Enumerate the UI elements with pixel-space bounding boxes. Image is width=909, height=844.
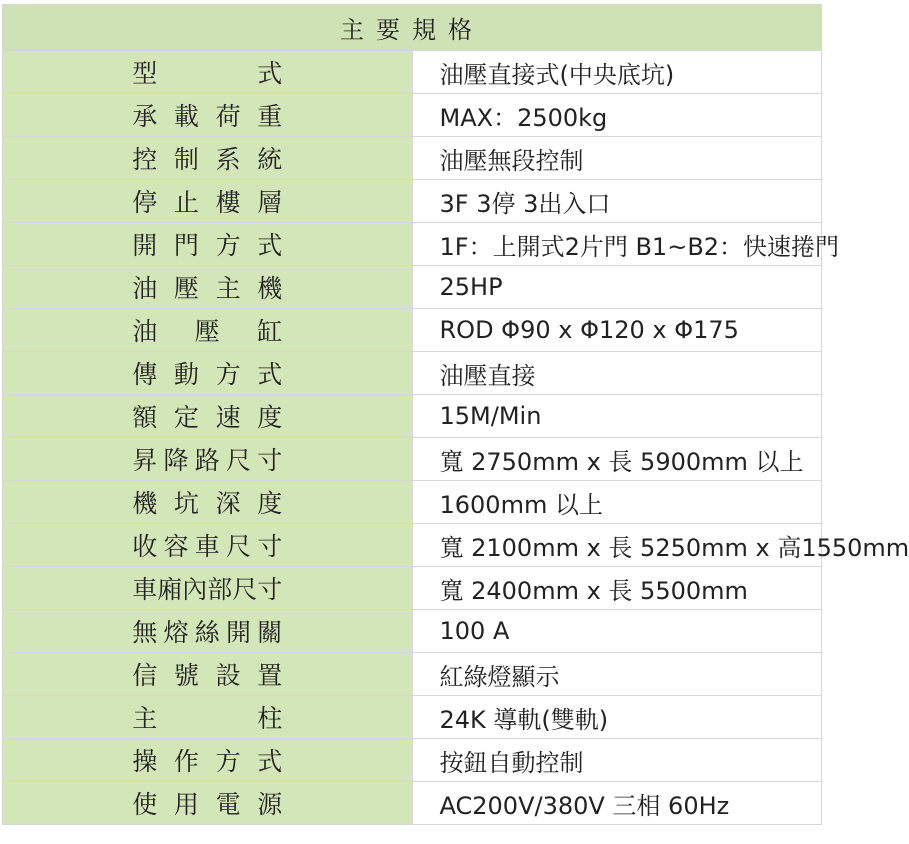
spec-value: 寬 2100mm x 長 5250mm x 高1550mm	[412, 524, 822, 567]
spec-value: 油壓無段控制	[412, 137, 822, 180]
spec-value: 紅綠燈顯示	[412, 653, 822, 696]
spec-label-text: 控制系統	[132, 145, 299, 174]
spec-label	[3, 481, 413, 524]
spec-label-text: 機坑深度	[132, 489, 299, 518]
spec-row	[3, 223, 822, 266]
spec-value: 油壓直接式(中央底坑)	[412, 51, 822, 94]
spec-value: 寬 2750mm x 長 5900mm 以上	[412, 438, 822, 481]
spec-label-text: 額定速度	[132, 403, 299, 432]
spec-label	[3, 567, 413, 610]
spec-row	[3, 481, 822, 524]
spec-label	[3, 696, 413, 739]
spec-label	[3, 94, 413, 137]
spec-label	[3, 395, 413, 438]
spec-body	[3, 51, 909, 825]
spec-label-text: 主柱	[132, 704, 383, 733]
spec-table	[2, 4, 909, 825]
spec-label	[3, 610, 413, 653]
spec-label-text: 油壓缸	[132, 317, 320, 346]
spec-row	[3, 51, 822, 94]
spec-value: 1F：上開式2片門 B1~B2：快速捲門	[412, 223, 822, 266]
spec-label	[3, 223, 413, 266]
spec-row	[3, 567, 822, 610]
spec-label-text: 昇降路尺寸	[132, 446, 289, 475]
spec-row	[3, 94, 822, 137]
table-title: 主要規格	[3, 5, 822, 51]
spec-row	[3, 137, 822, 180]
spec-row	[3, 352, 822, 395]
spec-row	[3, 653, 822, 696]
spec-row	[3, 309, 822, 352]
spec-label	[3, 782, 413, 825]
spec-label-text: 開門方式	[132, 231, 299, 260]
spec-row	[3, 524, 822, 567]
spec-value: ROD Φ90 x Φ120 x Φ175	[412, 309, 822, 352]
spec-value: 100 A	[412, 610, 822, 653]
spec-row	[3, 266, 822, 309]
spec-row	[3, 610, 822, 653]
title-row	[3, 5, 822, 51]
spec-row	[3, 782, 822, 825]
spec-label-text: 承載荷重	[132, 102, 299, 131]
spec-value: AC200V/380V 三相 60Hz	[412, 782, 822, 825]
spec-value: MAX：2500kg	[412, 94, 822, 137]
spec-label	[3, 266, 413, 309]
spec-label	[3, 438, 413, 481]
spec-label	[3, 524, 413, 567]
spec-value: 按鈕自動控制	[412, 739, 822, 782]
spec-label-text: 油壓主機	[132, 274, 299, 303]
spec-value: 3F 3停 3出入口	[412, 180, 822, 223]
spec-label-text: 傳動方式	[132, 360, 299, 389]
spec-row	[3, 180, 822, 223]
spec-label-text: 收容車尺寸	[132, 532, 289, 561]
spec-label	[3, 309, 413, 352]
spec-row	[3, 438, 822, 481]
spec-label	[3, 137, 413, 180]
spec-label-text: 車廂內部尺寸	[132, 575, 283, 604]
spec-label-text: 操作方式	[132, 747, 299, 776]
spec-label-text: 停止樓層	[132, 188, 299, 217]
spec-value: 油壓直接	[412, 352, 822, 395]
spec-label-text: 型式	[132, 59, 383, 88]
spec-row	[3, 739, 822, 782]
spec-value: 15M/Min	[412, 395, 822, 438]
spec-row	[3, 395, 822, 438]
spec-label	[3, 653, 413, 696]
spec-label	[3, 51, 413, 94]
spec-value: 1600mm 以上	[412, 481, 822, 524]
spec-row	[3, 696, 822, 739]
spec-value: 25HP	[412, 266, 822, 309]
spec-label	[3, 180, 413, 223]
spec-label	[3, 352, 413, 395]
spec-value: 寬 2400mm x 長 5500mm	[412, 567, 822, 610]
spec-label-text: 信號設置	[132, 661, 299, 690]
spec-label	[3, 739, 413, 782]
spec-label-text: 無熔絲開關	[132, 618, 289, 647]
spec-label-text: 使用電源	[132, 790, 299, 819]
spec-value: 24K 導軌(雙軌)	[412, 696, 822, 739]
